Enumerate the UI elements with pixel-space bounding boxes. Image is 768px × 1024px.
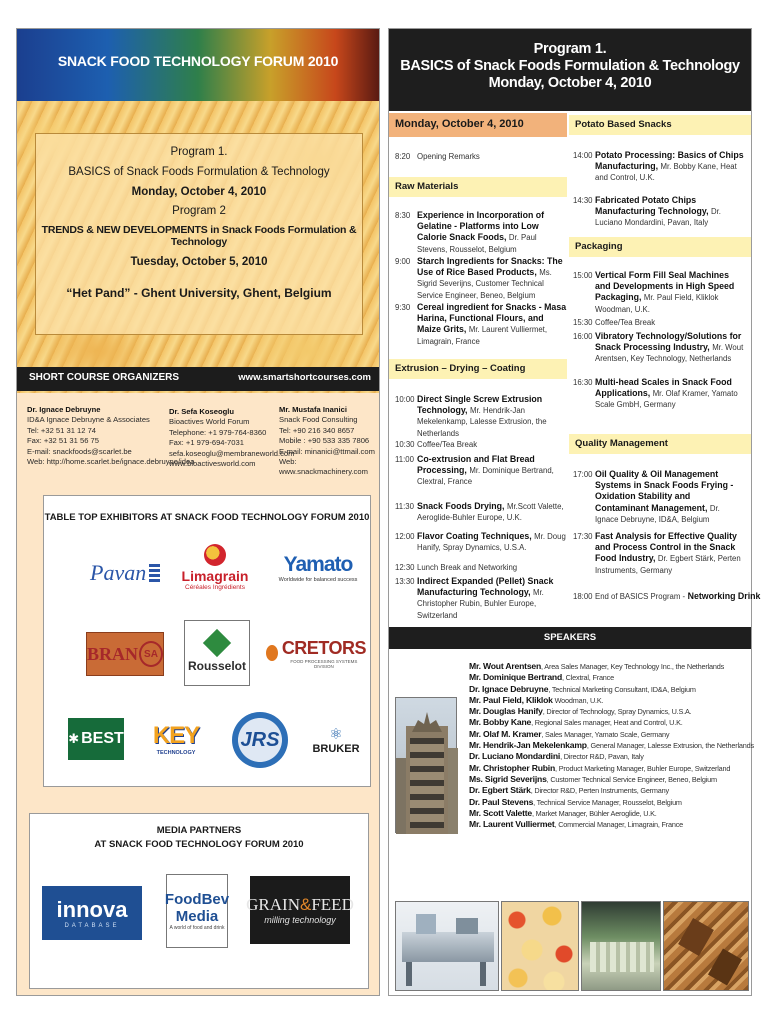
organizer-web[interactable]: Web: www.snackmachinery.com bbox=[279, 457, 368, 477]
media-partners-title: MEDIA PARTNERS AT SNACK FOOD TECHNOLOGY FORUM 2010 bbox=[94, 825, 304, 850]
organizer-2 bbox=[169, 407, 294, 469]
organizers-url[interactable]: www.smartshortcourses.com bbox=[238, 372, 371, 383]
speaker-entry: Dr. Paul Stevens, Technical Service Manager, Rousselot, Belgium bbox=[469, 796, 682, 807]
speakers-bar: SPEAKERS bbox=[389, 627, 751, 649]
organizer-name: Mr. Mustafa Inanici bbox=[279, 405, 347, 414]
pavan-logo: Pavan bbox=[90, 556, 160, 590]
speaker-entry: Mr. Laurent Vulliermet, Commercial Manager, Limagrain, France bbox=[469, 819, 684, 830]
program1-label: Program 1. bbox=[170, 146, 228, 158]
grain-feed-logo: GRAIN & FEED milling technology bbox=[250, 876, 350, 944]
grains-photo bbox=[663, 901, 749, 991]
jrs-logo: JRS bbox=[232, 712, 288, 768]
speaker-entry: Dr. Egbert Stärk, Director R&D, Perten Instruments, Germany bbox=[469, 785, 669, 796]
intro-box bbox=[35, 133, 363, 335]
speaker-list bbox=[469, 661, 754, 830]
speaker-entry: Mr. Paul Field, Kliklok Woodman, U.K. bbox=[469, 694, 604, 705]
innova-logo: innova DATABASE bbox=[42, 886, 142, 940]
organizer-line: Tel: +90 216 340 8657 bbox=[279, 425, 355, 435]
snacks-photo bbox=[501, 901, 579, 991]
organizer-email[interactable]: E-mail: minanici@ttmail.com bbox=[279, 446, 375, 456]
speaker-entry: Dr. Ignace Debruyne, Technical Marketing Consultant, ID&A, Belgium bbox=[469, 683, 696, 694]
machinery-photo bbox=[395, 901, 499, 991]
program2-date: Tuesday, October 5, 2010 bbox=[130, 256, 268, 268]
bruker-logo: ⚛ BRUKER bbox=[312, 726, 360, 755]
organizer-line: Snack Food Consulting bbox=[279, 415, 358, 425]
speaker-entry: Mr. Douglas Hanify, Director of Technology, Spray Dynamics, U.S.A. bbox=[469, 706, 692, 717]
organizer-line: Tel: +32 51 31 12 74 bbox=[27, 425, 97, 435]
media-partners-box bbox=[29, 813, 369, 989]
program2-title: TRENDS & NEW DEVELOPMENTS in Snack Foods Formulation & Technology bbox=[41, 224, 357, 248]
speaker-entry: Mr. Wout Arentsen, Area Sales Manager, Key Technology Inc., the Netherlands bbox=[469, 661, 725, 671]
atom-icon: ⚛ bbox=[329, 726, 343, 743]
section-raw-materials: Raw Materials bbox=[389, 177, 567, 197]
yamato-logo: Yamato Worldwide for balanced success bbox=[278, 553, 358, 583]
organizer-name: Dr. Sefa Koseoglu bbox=[169, 407, 234, 416]
speaker-entry: Mr. Bobby Kane, Regional Sales manager, Heat and Control, U.K. bbox=[469, 717, 683, 728]
program-title: BASICS of Snack Foods Formulation & Technology bbox=[400, 58, 740, 74]
left-header bbox=[17, 29, 379, 101]
organizer-line: Fax: +1 979-694-7031 bbox=[169, 438, 244, 448]
key-logo: KEY TECHNOLOGY bbox=[152, 722, 200, 756]
exhibitors-title: TABLE TOP EXHIBITORS AT SNACK FOOD TECHNOLOGY FORUM 2010 bbox=[44, 512, 370, 523]
best-logo: ✱ BEST bbox=[68, 718, 124, 760]
forum-title: SNACK FOOD TECHNOLOGY FORUM 2010 bbox=[57, 53, 339, 69]
left-panel bbox=[16, 28, 380, 996]
cretors-logo: CRETORS FOOD PROCESSING SYSTEMS DIVISION bbox=[266, 630, 366, 676]
section-extrusion: Extrusion – Drying – Coating bbox=[389, 359, 567, 379]
organizers-bar bbox=[17, 367, 379, 391]
speaker-entry: Dr. Luciano Mondardini, Director R&D, Pavan, Italy bbox=[469, 751, 644, 762]
rousselot-logo: Rousselot bbox=[184, 620, 250, 686]
date-section-bar: Monday, October 4, 2010 bbox=[389, 113, 567, 137]
organizer-web[interactable]: www.bioactivesworld.com bbox=[169, 459, 256, 469]
chips-background-image bbox=[17, 101, 379, 393]
building-photo bbox=[395, 697, 457, 833]
organizer-web[interactable]: Web: http://home.scarlet.be/ignace.debruyne/idea bbox=[27, 457, 195, 467]
organizer-line: Telephone: +1 979-764-8360 bbox=[169, 427, 267, 437]
organizer-line: Mobile : +90 533 335 7806 bbox=[279, 436, 370, 446]
organizer-line: Bioactives World Forum bbox=[169, 417, 250, 427]
section-quality: Quality Management bbox=[569, 434, 751, 454]
section-potato: Potato Based Snacks bbox=[569, 115, 751, 135]
program-label: Program 1. bbox=[533, 41, 607, 57]
organizer-name: Dr. Ignace Debruyne bbox=[27, 405, 101, 414]
exhibitors-box bbox=[43, 495, 371, 787]
program-header bbox=[389, 29, 751, 111]
program1-title: BASICS of Snack Foods Formulation & Technology bbox=[68, 166, 330, 178]
program2-label: Program 2 bbox=[172, 205, 226, 217]
section-packaging: Packaging bbox=[569, 237, 751, 257]
foodbev-logo: FoodBev Media A world of food and drink bbox=[166, 874, 228, 948]
speaker-entry: Mr. Christopher Rubin, Product Marketing Manager, Buhler Europe, Switzerland bbox=[469, 762, 731, 773]
speaker-entry: Mr. Scott Valette, Market Manager, Bühler Aeroglide, U.K. bbox=[469, 807, 657, 818]
program1-date: Monday, October 4, 2010 bbox=[131, 186, 267, 198]
bran-logo: BRAN SA bbox=[86, 632, 164, 676]
speaker-entry: Ms. Sigrid Severijns, Customer Technical Service Engineer, Beneo, Belgium bbox=[469, 773, 717, 784]
organizers-label: SHORT COURSE ORGANIZERS bbox=[29, 372, 180, 383]
organizer-email[interactable]: E-mail: snackfoods@scarlet.be bbox=[27, 446, 132, 456]
factory-photo bbox=[581, 901, 661, 991]
organizer-line: ID&A Ignace Debruyne & Associates bbox=[27, 415, 150, 425]
limagrain-logo: Limagrain Céréales Ingrédients bbox=[180, 534, 250, 600]
speaker-entry: Mr. Dominique Bertrand, Clextral, France bbox=[469, 672, 614, 683]
venue: “Het Pand” - Ghent University, Ghent, Belgium bbox=[66, 286, 332, 300]
organizer-email[interactable]: sefa.koseoglu@membraneworld.com bbox=[169, 448, 295, 458]
organizer-3 bbox=[279, 405, 379, 478]
organizer-line: Fax: +32 51 31 56 75 bbox=[27, 436, 99, 446]
speaker-entry: Mr. Olaf M. Kramer, Sales Manager, Yamato Scale, Germany bbox=[469, 728, 670, 739]
program-date: Monday, October 4, 2010 bbox=[488, 75, 652, 91]
speaker-entry: Mr. Hendrik-Jan Mekelenkamp, General Manager, Lalesse Extrusion, the Netherlands bbox=[469, 740, 754, 751]
right-panel: Program 1. BASICS of Snack Foods Formulation & Technology Monday, October 4, 2010 Monday, October 4, 2010 8:20 Opening Remarks Raw Materials 8:30 Experience in Incorporation of Gelatine - Platforms into Low Calorie Snack Foods, Dr. Paul Stevens, Rousselot, Belgium 9:00 Starch Ingredients for Snacks: The Use of Rice Based Products, Ms. Sigrid Severijns, Customer Technical Service Engineer, Beneo, Belgium 9:30 Cereal ingredient for Snacks - Masa Harina, Functional Flours, and Maize Grits, Mr. Laurent Vulliermet, Limagrain, France Extrusion – Drying – Coating 10:00 Direct Single Screw Extrusion Technology, Mr. Hendrik-Jan Mekelenkamp, Lalesse Extrusion, the Netherlands 10:30 Coffee/Tea Break 11:00 Co-extrusion and Flat Bread Processing, Mr. Dominique Bertrand, Clextral, France 11:30 Snack Foods Drying, Mr.Scott Valette, Aeroglide-Buhler Europe, U.K. 12:00 Flavor Coating Techniques, Mr. Doug Hanify, Spray Dynamics, U.S.A. 12:30 Lunch Break and Networking 13:30 Indirect Expanded (Pellet) Snack Manufacturing Technology, Mr. Christopher Rubin, Buhler Europe, Switzerland Potato Based Snacks 14:00 Potato Processing: Basics of Chips Manufacturing, Mr. Bobby Kane, Heat and Control, U.K. 14:30 Fabricated Potato Chips Manufacturing Technology, Dr. Luciano Mondardini, Pavan, Italy Packaging 15:00 Vertical Form Fill Seal Machines and Developments in High Speed Packaging, Mr. Paul Field, Kliklok Woodman, U.K. 15:30 Coffee/Tea Break 16:00 Vibratory Technology/Solutions for Snack Processing Industry, Mr. Wout Arentsen, Key Technology, Netherlands 16:30 Multi-head Scales in Snack Food Applications, Mr. Olaf Kramer, Yamato Scale GmbH, Germany Quality Management 17:00 Oil Quality & Oil Management Systems in Snack Foods Frying - Oxidation Stability and Contaminant Management, Dr. Ignace Debruyne, ID&A, Belgium 17:30 Fast Analysis for Effective Quality and Process Control in the Snack Food Industry, Dr. Egbert Stärk, Perten Instruments, Germany 18:00 End of BASICS Program - Networking Drink SPEAKERS Mr. Wout Arentsen, Area Sales Manager, Key Technology Inc., the Netherlands Mr. Dominique Bertrand, Clextral, France Dr. Ignace Debruyne, Technical Marketing Consultant, ID&A, Belgium Mr. Paul Field, Kliklok Woodman, U.K. Mr. Douglas Hanify, Director of Technology, Spray Dynamics, U.S.A. Mr. Bobby Kane, Regional Sales manager, Heat and Control, U.K. Mr. Olaf M. Kramer, Sales Manager, Yamato Scale, Germany Mr. Hendrik-Jan Mekelenkamp, General Manager, Lalesse Extrusion, the Netherlands Dr. Luciano Mondardini, Director R&D, Pavan, Italy Mr. Christopher Rubin, Product Marketing Manager, Buhler Europe, Switzerland Ms. Sigrid Severijns, Customer Technical Service Engineer, Beneo, Belgium Dr. Egbert Stärk, Director R&D, Perten Instruments, Germany Dr. Paul Stevens, Technical Service Manager, Rousselot, Belgium Mr. Scott Valette, Market Manager, Bühler Aeroglide, U.K. Mr. Laurent Vulliermet, Commercial Manager, Limagrain, France bbox=[388, 28, 752, 996]
